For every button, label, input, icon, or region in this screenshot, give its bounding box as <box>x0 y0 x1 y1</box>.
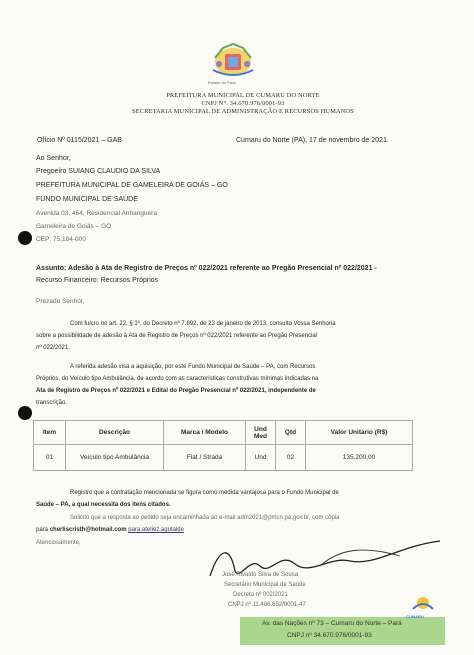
paragraph-2-line-4: transcrição. <box>36 400 68 406</box>
table-header-row <box>34 421 413 445</box>
signature-cnpj: CNPJ nº 11.406.652/0001-47 <box>228 602 306 608</box>
office-number: Ofício Nº 0115/2021 – GAB <box>37 137 122 144</box>
header-line-3: SECRETARIA MUNICIPAL DE ADMINISTRAÇÃO E RECURSOS HUMANOS <box>132 108 354 115</box>
column-header: Item <box>34 421 66 445</box>
paragraph-1-line-2: sobre a possibilidade de adesão à Ata de Registro de Preços nº 022/2021 referente ao Pregão Presencial <box>36 333 318 339</box>
handwritten-signature <box>200 536 460 586</box>
signature-decree: Decreto nº 002/2021 <box>233 592 288 598</box>
subject-line-2: Recurso Financeiro: Recursos Próprios <box>36 277 159 284</box>
recipient-city: Gameleira de Goiás – GO <box>36 223 112 230</box>
footer-logo-text: CUMARU <box>406 614 424 619</box>
place-date: Cumaru do Norte (PA), 17 de novembro de 2021. <box>236 137 389 144</box>
email-link-primary[interactable]: cherliscristh@hotmail.com <box>49 527 127 533</box>
cell-unit: Und <box>246 445 276 471</box>
crest-label: Estado do Pará <box>208 80 236 85</box>
cell-unit-value: 135.200,00 <box>306 445 413 471</box>
paragraph-2-line-3: Ata de Registro de Preços nº 022/2021 e Edital do Pregão Presencial nº 022/2021, independente de <box>36 388 316 394</box>
column-header: Descrição <box>66 421 164 445</box>
email-prefix: para <box>36 527 49 533</box>
recipient-org-2: FUNDO MUNICIPAL DE SAÚDE <box>36 196 138 203</box>
paragraph-2-line-2: Próprios, do Veículo tipo Ambulância, de acordo com as características construtivas mínimas indicadas na <box>36 376 319 382</box>
punch-hole-bottom <box>18 406 32 420</box>
paragraph-1-line-1: Com fulcro no art. 22, § 1º, do Decreto nº 7.892, de 23 de janeiro de 2013, consulto Vossa Senhoria <box>70 321 336 327</box>
column-header: Marca / Modelo <box>164 421 246 445</box>
paragraph-4-line-2 <box>36 527 184 533</box>
footer-cnpj: CNPJ nº 34.670.976/0001-93 <box>287 632 372 639</box>
cell-brand-model: Fiat / Strada <box>164 445 246 471</box>
column-header: Qtd <box>276 421 306 445</box>
paragraph-2-line-1: A referida adesão visa a aquisição, por este Fundo Municipal de Saúde – PA, com Recursos <box>70 364 316 370</box>
punch-hole-top <box>18 231 32 245</box>
signature-name: José Rivaldo Silva de Sousa <box>222 572 299 578</box>
recipient-org-1: PREFEITURA MUNICIPAL DE GAMELEIRA DE GOIÁS – GO <box>36 182 228 189</box>
footer-address: Av. das Nações nº 73 – Cumaru do Norte – Pará <box>262 620 402 627</box>
column-header: Valor Unitário (R$) <box>306 421 413 445</box>
recipient-cep: CEP: 75.184-000 <box>36 236 86 243</box>
paragraph-3-line-1: Registro que a contratação mencionada se figura como medida vantajosa para o Fundo Municipal de <box>70 490 339 496</box>
column-header: Und Med <box>246 421 276 445</box>
salutation: Ao Senhor, <box>36 155 71 162</box>
subject-line-1: Assunto: Adesão à Ata de Registro de Preços nº 022/2021 referente ao Pregão Presencial nº 022/2021 - <box>36 265 377 272</box>
paragraph-4-line-1: Solicito que a resposta ao pedido seja encaminhada ao e-mail adm2021@pmcn.pa.gov.br, com cópia <box>70 515 340 521</box>
table-row <box>34 445 413 471</box>
header-line-1: PREFEITURA MUNICIPAL DE CUMARU DO NORTE <box>166 92 320 99</box>
greeting: Prezado Senhor, <box>36 298 85 305</box>
header-line-2: CNPJ N°. 34.670.976/0001-93 <box>201 100 285 107</box>
cell-item: 01 <box>34 445 66 471</box>
cell-description: Veículo tipo Ambulância <box>66 445 164 471</box>
recipient-address: Avenida 03, 464, Residencial Anhanguera <box>36 210 157 217</box>
paragraph-1-line-3: nº 022/2021. <box>36 345 70 351</box>
cell-quantity: 02 <box>276 445 306 471</box>
municipal-crest-icon <box>205 40 261 80</box>
items-table <box>33 420 413 471</box>
recipient-name: Pregoeiro SUIANG CLAUDIO DA SILVA <box>36 168 161 175</box>
signature-role: Secretário Municipal de Saúde <box>224 582 306 588</box>
cumaru-logo-icon <box>408 595 438 615</box>
paragraph-3-line-2: Saúde – PA, a qual necessita dos itens citados. <box>36 502 171 508</box>
email-link-secondary[interactable]: para.ateliez.agutalde <box>128 527 184 533</box>
closing: Atenciosamente, <box>36 540 81 546</box>
